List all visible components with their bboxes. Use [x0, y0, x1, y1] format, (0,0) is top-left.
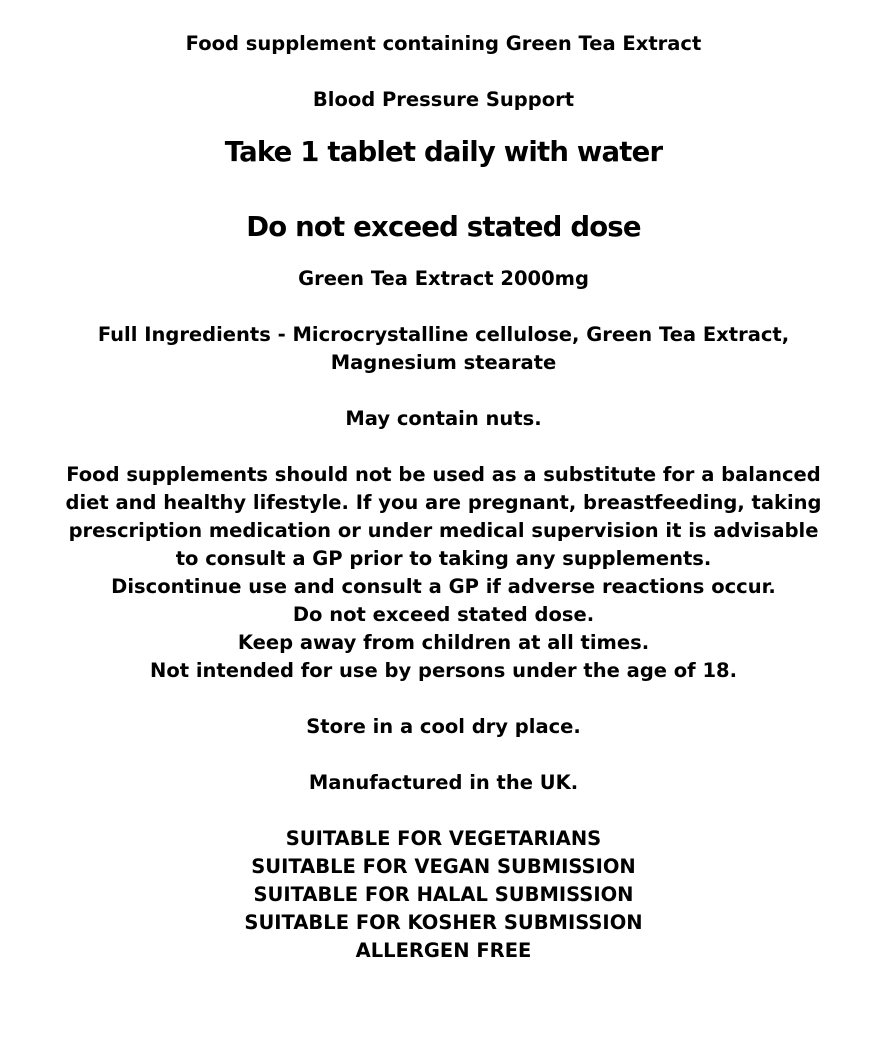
ingredients-list	[0, 321, 887, 377]
suitability-list	[0, 825, 887, 965]
label-subheading: Blood Pressure Support	[312, 88, 575, 111]
advisory-line: prescription medication or under medical supervision it is advisable	[68, 519, 819, 542]
ingredients-line: Full Ingredients - Microcrystalline cellulose, Green Tea Extract,	[97, 323, 790, 346]
allergy-note: May contain nuts.	[345, 407, 542, 430]
advisory-text	[0, 461, 887, 685]
advisory-line: to consult a GP prior to taking any supplements.	[175, 547, 712, 570]
advisory-line: Keep away from children at all times.	[237, 631, 650, 654]
label-heading: Food supplement containing Green Tea Extract	[185, 32, 702, 55]
suitability-line: ALLERGEN FREE	[355, 939, 532, 962]
suitability-line: SUITABLE FOR HALAL SUBMISSION	[253, 883, 634, 906]
advisory-line: Not intended for use by persons under the age of 18.	[150, 659, 737, 682]
suitability-line: SUITABLE FOR VEGETARIANS	[285, 827, 602, 850]
suitability-line: SUITABLE FOR KOSHER SUBMISSION	[244, 911, 643, 934]
advisory-line: Discontinue use and consult a GP if adverse reactions occur.	[111, 575, 776, 598]
dose-warning: Do not exceed stated dose	[246, 211, 641, 243]
suitability-line: SUITABLE FOR VEGAN SUBMISSION	[251, 855, 636, 878]
supplement-label	[0, 30, 887, 965]
ingredients-line: Magnesium stearate	[330, 351, 557, 374]
active-ingredient: Green Tea Extract 2000mg	[298, 267, 589, 290]
advisory-line: Do not exceed stated dose.	[292, 603, 595, 626]
storage-note: Store in a cool dry place.	[306, 715, 581, 738]
dosage-instruction: Take 1 tablet daily with water	[224, 136, 663, 168]
advisory-line: Food supplements should not be used as a substitute for a balanced	[66, 463, 821, 486]
origin-note: Manufactured in the UK.	[308, 771, 579, 794]
advisory-line: diet and healthy lifestyle. If you are pregnant, breastfeeding, taking	[65, 491, 822, 514]
